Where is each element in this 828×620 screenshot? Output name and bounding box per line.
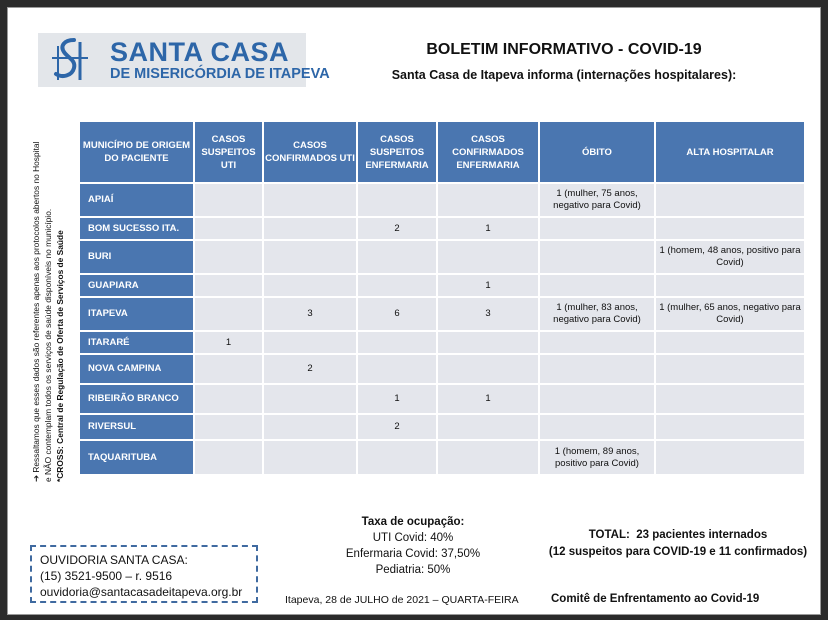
table-row	[80, 184, 804, 216]
ouvidoria-email: ouvidoria@santacasadeitapeva.org.br	[40, 585, 243, 599]
cell-alta: 1 (mulher, 65 anos, negativo para Covid)	[656, 298, 804, 330]
total-summary	[528, 527, 828, 561]
logo-subtitle: DE MISERICÓRDIA DE ITAPEVA	[110, 66, 330, 82]
occupancy-uti: UTI Covid: 40%	[372, 532, 454, 544]
cell-suspeitos-uti: 1	[195, 332, 262, 353]
cell-confirmados-enfermaria: 1	[438, 218, 538, 239]
occupancy-pediatria: Pediatria: 50%	[375, 564, 451, 576]
cell-alta	[656, 275, 804, 296]
cell-suspeitos-enfermaria: 2	[358, 218, 436, 239]
table-row	[80, 355, 804, 383]
table-row	[80, 385, 804, 413]
cell-municipio: BOM SUCESSO ITA.	[80, 218, 193, 239]
table-row	[80, 298, 804, 330]
side-note-line-1: ➔ Ressaltamos que esses dados são referentes apenas aos protocolos abertos no Hospital	[31, 141, 41, 482]
cell-confirmados-enfermaria: 3	[438, 298, 538, 330]
cell-suspeitos-enfermaria	[358, 275, 436, 296]
cell-obito: 1 (mulher, 75 anos, negativo para Covid)	[540, 184, 654, 216]
cell-alta	[656, 355, 804, 383]
cell-obito	[540, 275, 654, 296]
cell-municipio: APIAÍ	[80, 184, 193, 216]
cell-suspeitos-enfermaria: 6	[358, 298, 436, 330]
cell-alta: 1 (homem, 48 anos, positivo para Covid)	[656, 241, 804, 273]
cell-suspeitos-enfermaria	[358, 355, 436, 383]
cell-suspeitos-uti	[195, 441, 262, 474]
col-header-suspeitos-uti: CASOS SUSPEITOS UTI	[195, 122, 262, 182]
cell-alta	[656, 184, 804, 216]
cell-confirmados-enfermaria	[438, 184, 538, 216]
cell-suspeitos-uti	[195, 241, 262, 273]
cell-municipio: ITARARÉ	[80, 332, 193, 353]
cell-municipio: GUAPIARA	[80, 275, 193, 296]
cell-suspeitos-enfermaria: 2	[358, 415, 436, 439]
col-header-confirmados-uti: CASOS CONFIRMADOS UTI	[264, 122, 356, 182]
table-row	[80, 241, 804, 273]
cell-suspeitos-enfermaria	[358, 241, 436, 273]
table-row	[80, 218, 804, 239]
cell-confirmados-enfermaria	[438, 355, 538, 383]
table-row	[80, 275, 804, 296]
cell-confirmados-uti	[264, 184, 356, 216]
cell-confirmados-enfermaria	[438, 332, 538, 353]
table-row	[80, 332, 804, 353]
cell-alta	[656, 385, 804, 413]
cell-suspeitos-enfermaria: 1	[358, 385, 436, 413]
logo-emblem-icon	[50, 38, 90, 82]
cell-obito	[540, 218, 654, 239]
footer-committee: Comitê de Enfrentamento ao Covid-19	[551, 593, 760, 605]
santa-casa-logo	[38, 33, 330, 87]
cell-confirmados-uti: 3	[264, 298, 356, 330]
cell-confirmados-enfermaria	[438, 415, 538, 439]
cell-alta	[656, 218, 804, 239]
cell-municipio: TAQUARITUBA	[80, 441, 193, 474]
cell-obito	[540, 385, 654, 413]
cell-obito	[540, 241, 654, 273]
cell-obito	[540, 332, 654, 353]
internacoes-table	[78, 120, 806, 476]
table-row	[80, 415, 804, 439]
col-header-confirmados-enfermaria: CASOS CONFIRMADOS ENFERMARIA	[438, 122, 538, 182]
cell-confirmados-enfermaria	[438, 441, 538, 474]
cell-suspeitos-uti	[195, 298, 262, 330]
cell-municipio: RIVERSUL	[80, 415, 193, 439]
cell-suspeitos-uti	[195, 415, 262, 439]
cell-confirmados-uti	[264, 218, 356, 239]
occupancy-rates	[308, 514, 518, 578]
cell-alta	[656, 441, 804, 474]
cell-suspeitos-uti	[195, 355, 262, 383]
ouvidoria-title: OUVIDORIA SANTA CASA:	[40, 553, 188, 567]
col-header-obito: ÓBITO	[540, 122, 654, 182]
cell-confirmados-uti	[264, 385, 356, 413]
cell-obito: 1 (mulher, 83 anos, negativo para Covid)	[540, 298, 654, 330]
cell-confirmados-uti	[264, 241, 356, 273]
bulletin-sheet	[7, 7, 821, 615]
cell-suspeitos-enfermaria	[358, 332, 436, 353]
cell-confirmados-enfermaria: 1	[438, 275, 538, 296]
cell-obito	[540, 415, 654, 439]
occupancy-heading: Taxa de ocupação:	[361, 516, 465, 528]
cell-obito	[540, 355, 654, 383]
bulletin-title: BOLETIM INFORMATIVO - COVID-19	[426, 41, 702, 58]
cell-suspeitos-uti	[195, 218, 262, 239]
cell-confirmados-enfermaria: 1	[438, 385, 538, 413]
cell-suspeitos-enfermaria	[358, 184, 436, 216]
cell-municipio: NOVA CAMPINA	[80, 355, 193, 383]
ouvidoria-phone: (15) 3521-9500 – r. 9516	[40, 569, 173, 583]
ouvidoria-box	[30, 545, 258, 603]
side-note-line-3: *CROSS: Central de Regulação de Oferta de Serviços de Saúde	[55, 230, 65, 482]
cell-suspeitos-uti	[195, 184, 262, 216]
logo-title: SANTA CASA	[110, 37, 289, 67]
cell-alta	[656, 332, 804, 353]
cell-confirmados-uti	[264, 332, 356, 353]
cell-confirmados-enfermaria	[438, 241, 538, 273]
footer-date: Itapeva, 28 de JULHO de 2021 – QUARTA-FEIRA	[285, 594, 519, 606]
table-header-row	[80, 122, 804, 182]
bulletin-subtitle: Santa Casa de Itapeva informa (internações hospitalares):	[391, 68, 737, 82]
side-note-line-2: e NÃO contemplam todos os serviços de saúde disponíveis no município.	[43, 208, 53, 482]
cell-suspeitos-uti	[195, 385, 262, 413]
total-line-1: TOTAL: 23 pacientes internados	[588, 529, 768, 541]
cell-confirmados-uti	[264, 415, 356, 439]
cell-municipio: BURI	[80, 241, 193, 273]
occupancy-enfermaria: Enfermaria Covid: 37,50%	[345, 548, 481, 560]
col-header-suspeitos-enfermaria: CASOS SUSPEITOS ENFERMARIA	[358, 122, 436, 182]
table-row	[80, 441, 804, 474]
cell-suspeitos-enfermaria	[358, 441, 436, 474]
cell-municipio: ITAPEVA	[80, 298, 193, 330]
cell-municipio: RIBEIRÃO BRANCO	[80, 385, 193, 413]
col-header-alta-hospitalar: ALTA HOSPITALAR	[656, 122, 804, 182]
cell-suspeitos-uti	[195, 275, 262, 296]
cell-alta	[656, 415, 804, 439]
col-header-municipio: MUNICÍPIO DE ORIGEM DO PACIENTE	[80, 122, 193, 182]
cell-confirmados-uti	[264, 275, 356, 296]
cell-obito: 1 (homem, 89 anos, positivo para Covid)	[540, 441, 654, 474]
total-line-2: (12 suspeitos para COVID-19 e 11 confirmados)	[548, 546, 808, 558]
cell-confirmados-uti	[264, 441, 356, 474]
cell-confirmados-uti: 2	[264, 355, 356, 383]
